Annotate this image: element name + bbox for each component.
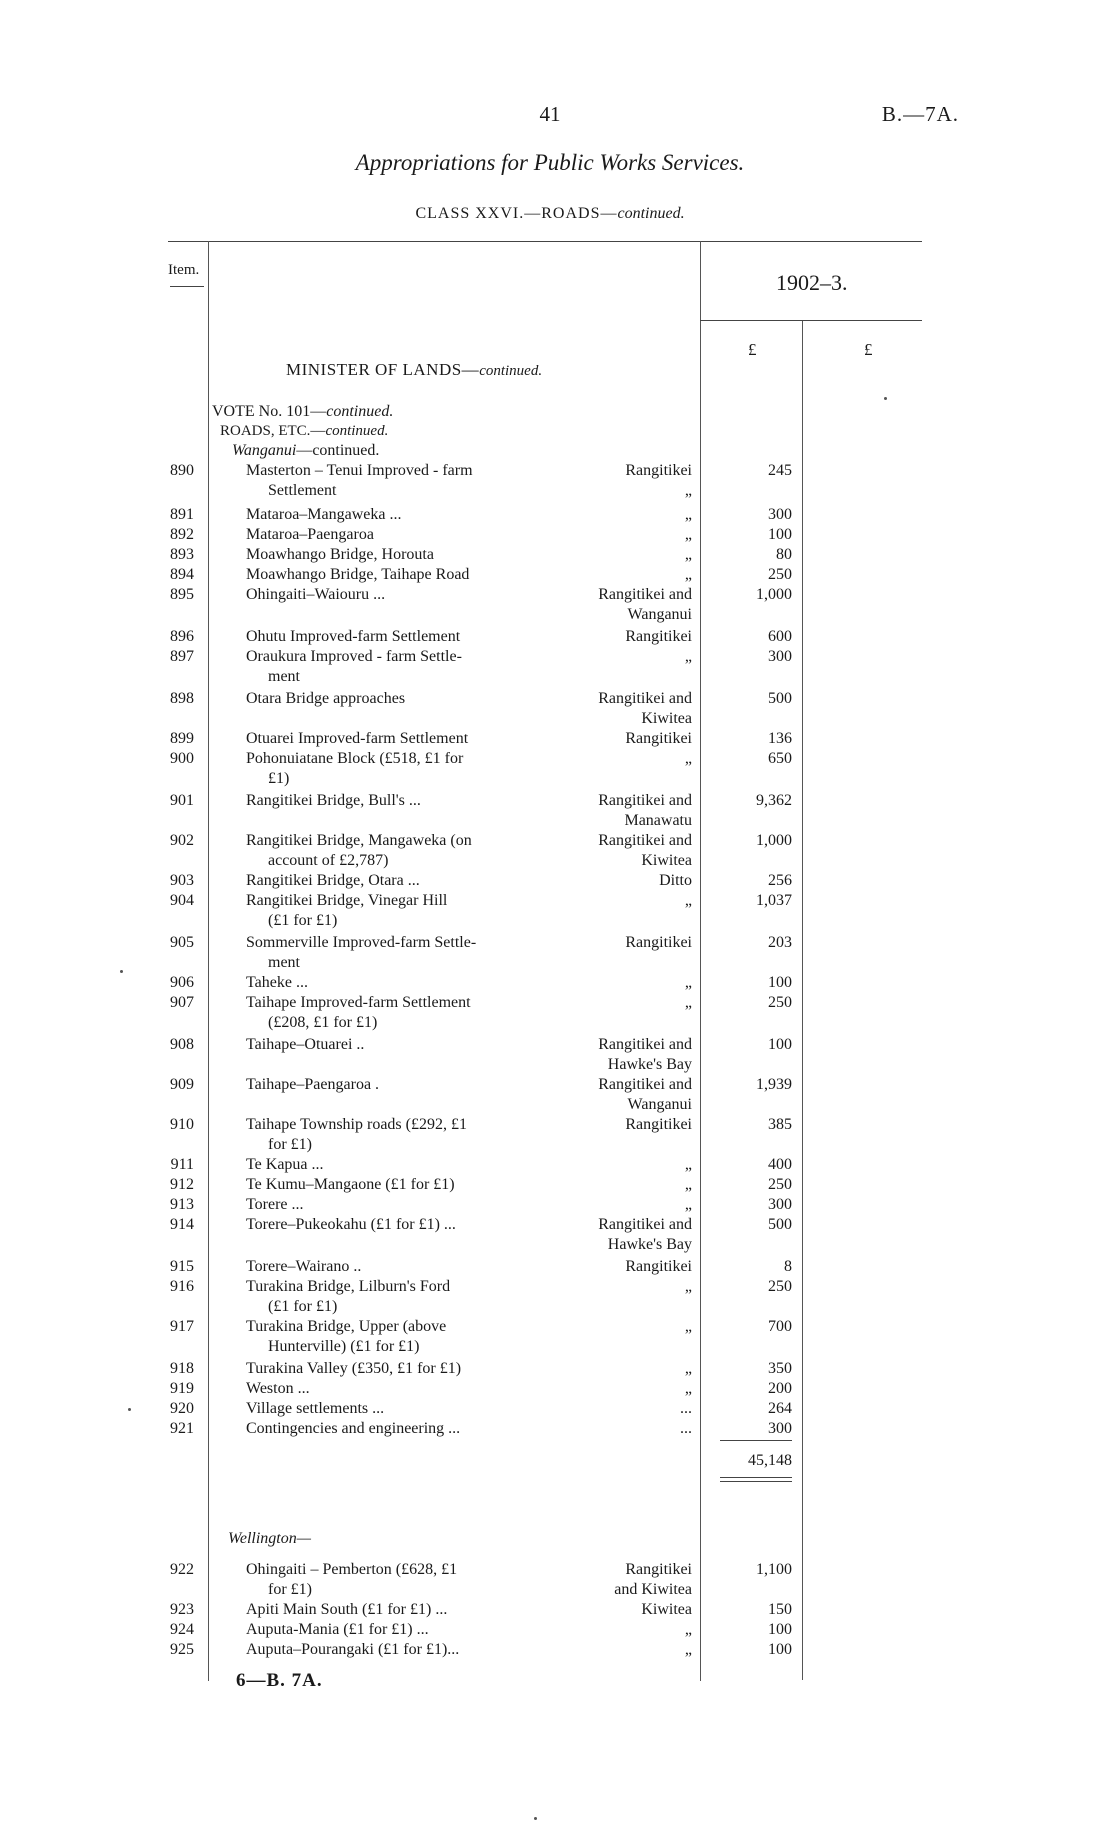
- amount: 385: [768, 1116, 792, 1133]
- description-line-1: Otuarei Improved-farm Settlement: [246, 730, 469, 747]
- electorate-line-1: ...: [680, 1420, 692, 1437]
- class-title: [0, 205, 1100, 223]
- electorate-line-1: ...: [680, 1400, 692, 1417]
- item-number: 923: [170, 1601, 194, 1618]
- description-line-1: Taihape Township roads (£292, £1: [246, 1116, 467, 1133]
- electorate-line-2: Hawke's Bay: [607, 1056, 692, 1073]
- description-line-2: (£1 for £1): [268, 1298, 338, 1315]
- item-description: [246, 505, 556, 525]
- electorate-line-2: Manawatu: [624, 812, 692, 829]
- electorate-line-1: „: [684, 994, 692, 1011]
- item-number: 912: [170, 1176, 194, 1193]
- item-column-rule: [208, 241, 209, 1681]
- electorate: [556, 1115, 692, 1135]
- electorate-line-1: „: [684, 1156, 692, 1173]
- electorate: [556, 689, 692, 729]
- wanganui-heading-suffix: —continued.: [296, 442, 380, 459]
- description-line-1: Torere ...: [246, 1196, 304, 1213]
- class-title-suffix: continued.: [617, 205, 685, 222]
- electorate-line-1: Rangitikei: [625, 462, 692, 479]
- amount: 256: [768, 872, 792, 889]
- amount: 1,939: [756, 1076, 792, 1093]
- electorate: [556, 1257, 692, 1277]
- description-line-1: Village settlements ...: [246, 1400, 385, 1417]
- item-number: 905: [170, 934, 194, 951]
- amount: 136: [768, 730, 792, 747]
- electorate: [556, 545, 692, 565]
- item-description: [246, 1035, 556, 1055]
- electorate-line-1: „: [684, 506, 692, 523]
- amount: 600: [768, 628, 792, 645]
- electorate-column-rule: [700, 241, 701, 1681]
- item-description: [246, 565, 556, 585]
- pound-symbol-right: £: [864, 340, 873, 359]
- amount: 250: [768, 1176, 792, 1193]
- description-line-1: Auputa–Pourangaki (£1 for £1)...: [246, 1641, 460, 1658]
- amount: 100: [768, 1036, 792, 1053]
- electorate: [556, 461, 692, 501]
- item-number: 894: [170, 566, 194, 583]
- item-number: 921: [170, 1420, 194, 1437]
- item-description: [246, 1195, 556, 1215]
- year-header-rule: [700, 320, 922, 321]
- amount: 250: [768, 994, 792, 1011]
- electorate: [556, 647, 692, 667]
- amount: 300: [768, 1420, 792, 1437]
- description-line-2: ment: [268, 668, 300, 685]
- description-line-2: account of £2,787): [268, 852, 389, 869]
- document-title: Appropriations for Public Works Services.: [355, 150, 745, 175]
- wellington-heading: Wellington—: [228, 1530, 311, 1547]
- year-column-header: 1902–3.: [776, 270, 848, 295]
- electorate-line-1: „: [684, 1360, 692, 1377]
- item-description: [246, 891, 556, 931]
- item-header-underline: [170, 286, 204, 287]
- electorate-line-1: Rangitikei and: [598, 832, 692, 849]
- description-line-1: Rangitikei Bridge, Bull's ...: [246, 792, 421, 809]
- item-number: 910: [170, 1116, 194, 1133]
- item-number: 913: [170, 1196, 194, 1213]
- description-line-1: Pohonuiatane Block (£518, £1 for: [246, 750, 464, 767]
- roads-heading: [220, 423, 388, 440]
- item-description: [246, 791, 556, 811]
- electorate-line-1: Kiwitea: [641, 1601, 692, 1618]
- description-line-1: Moawhango Bridge, Horouta: [246, 546, 434, 563]
- item-number: 898: [170, 690, 194, 707]
- electorate-line-1: „: [684, 526, 692, 543]
- class-title-prefix: CLASS XXVI.—ROADS—: [415, 205, 618, 222]
- item-number: 922: [170, 1561, 194, 1578]
- electorate: [556, 1075, 692, 1115]
- electorate-line-1: „: [684, 1196, 692, 1213]
- electorate: [556, 1399, 692, 1419]
- description-line-1: Taihape–Paengaroa .: [246, 1076, 380, 1093]
- item-description: [246, 1600, 556, 1620]
- item-description: [246, 1277, 556, 1317]
- item-number: 902: [170, 832, 194, 849]
- item-number: 925: [170, 1641, 194, 1658]
- amount: 245: [768, 462, 792, 479]
- amount: 100: [768, 974, 792, 991]
- description-line-1: Rangitikei Bridge, Vinegar Hill: [246, 892, 448, 909]
- electorate: [556, 1035, 692, 1075]
- amount: 500: [768, 1216, 792, 1233]
- electorate-line-2: Kiwitea: [641, 852, 692, 869]
- item-number: 909: [170, 1076, 194, 1093]
- electorate: [556, 505, 692, 525]
- electorate-line-1: „: [684, 974, 692, 991]
- item-number: 900: [170, 750, 194, 767]
- item-number: 892: [170, 526, 194, 543]
- wanganui-heading: [232, 442, 379, 460]
- vote-heading-prefix: VOTE No. 101—: [212, 403, 327, 420]
- electorate-line-1: „: [684, 1318, 692, 1335]
- electorate: [556, 749, 692, 769]
- electorate: [556, 729, 692, 749]
- item-number: 890: [170, 462, 194, 479]
- amount: 500: [768, 690, 792, 707]
- electorate: [556, 993, 692, 1013]
- electorate: [556, 1215, 692, 1255]
- description-line-1: Mataroa–Paengaroa: [246, 526, 374, 543]
- item-number: 891: [170, 506, 194, 523]
- electorate-line-1: „: [684, 566, 692, 583]
- item-description: [246, 1317, 556, 1357]
- description-line-1: Otara Bridge approaches: [246, 690, 406, 707]
- item-description: [246, 729, 556, 749]
- electorate: [556, 1175, 692, 1195]
- electorate: [556, 871, 692, 891]
- description-line-1: Apiti Main South (£1 for £1) ...: [246, 1601, 448, 1618]
- minister-heading: [286, 360, 542, 380]
- description-line-1: Moawhango Bridge, Taihape Road: [246, 566, 470, 583]
- electorate-line-1: Rangitikei and: [598, 586, 692, 603]
- electorate-line-1: „: [684, 892, 692, 909]
- amount: 250: [768, 1278, 792, 1295]
- electorate: [556, 831, 692, 871]
- item-number: 911: [170, 1156, 194, 1173]
- footer-signature: 6—B. 7A.: [236, 1670, 323, 1691]
- amount: 350: [768, 1360, 792, 1377]
- electorate-line-2: Wanganui: [627, 606, 692, 623]
- electorate-line-1: „: [684, 1176, 692, 1193]
- electorate: [556, 1317, 692, 1337]
- amount: 100: [768, 1641, 792, 1658]
- description-line-1: Contingencies and engineering ...: [246, 1420, 461, 1437]
- item-description: [246, 1560, 556, 1600]
- electorate: [556, 791, 692, 831]
- amount: 150: [768, 1601, 792, 1618]
- electorate: [556, 1620, 692, 1640]
- description-line-2: Hunterville) (£1 for £1): [268, 1338, 420, 1355]
- electorate-line-1: Rangitikei: [625, 628, 692, 645]
- roads-heading-prefix: ROADS, ETC.—: [220, 423, 326, 439]
- description-line-1: Taihape Improved-farm Settlement: [246, 994, 471, 1011]
- amount: 100: [768, 526, 792, 543]
- electorate-line-2: Wanganui: [627, 1096, 692, 1113]
- amount: 1,037: [756, 892, 792, 909]
- electorate: [556, 1560, 692, 1600]
- item-number: 917: [170, 1318, 194, 1335]
- minister-heading-suffix: continued.: [479, 363, 543, 379]
- item-number: 907: [170, 994, 194, 1011]
- electorate-line-1: Rangitikei: [625, 1116, 692, 1133]
- item-description: [246, 933, 556, 973]
- item-number: 897: [170, 648, 194, 665]
- item-description: [246, 1257, 556, 1277]
- item-number: 895: [170, 586, 194, 603]
- amount: 203: [768, 934, 792, 951]
- amount: 80: [776, 546, 792, 563]
- electorate: [556, 1195, 692, 1215]
- page-number: 41: [539, 102, 561, 126]
- item-description: [246, 689, 556, 709]
- amount: 100: [768, 1621, 792, 1638]
- print-speck: [884, 397, 887, 400]
- electorate-line-2: Hawke's Bay: [607, 1236, 692, 1253]
- item-description: [246, 1155, 556, 1175]
- item-description: [246, 525, 556, 545]
- electorate-line-1: „: [684, 750, 692, 767]
- item-description: [246, 585, 556, 605]
- electorate: [556, 933, 692, 953]
- electorate-line-1: Rangitikei: [625, 730, 692, 747]
- margin-speck: [128, 1408, 131, 1411]
- description-line-1: Ohutu Improved-farm Settlement: [246, 628, 461, 645]
- electorate: [556, 525, 692, 545]
- amount: 200: [768, 1380, 792, 1397]
- electorate: [556, 1379, 692, 1399]
- description-line-1: Torere–Wairano ..: [246, 1258, 362, 1275]
- vote-heading: [212, 403, 393, 421]
- electorate-line-1: Rangitikei: [625, 1561, 692, 1578]
- electorate: [556, 565, 692, 585]
- item-description: [246, 1075, 556, 1095]
- item-number: 903: [170, 872, 194, 889]
- description-line-2: (£1 for £1): [268, 912, 338, 929]
- item-number: 919: [170, 1380, 194, 1397]
- item-number: 915: [170, 1258, 194, 1275]
- table-top-rule: [168, 241, 922, 242]
- amount: 8: [784, 1258, 792, 1275]
- subtotal-bottom-rule: [720, 1477, 792, 1478]
- description-line-1: Taheke ...: [246, 974, 308, 991]
- subtotal-bottom-rule-2: [720, 1481, 792, 1482]
- wanganui-heading-prefix: Wanganui: [232, 442, 297, 459]
- item-description: [246, 871, 556, 891]
- item-column-header: Item.: [168, 262, 200, 278]
- item-number: 906: [170, 974, 194, 991]
- description-line-1: Taihape–Otuarei ..: [246, 1036, 365, 1053]
- description-line-2: ment: [268, 954, 300, 971]
- description-line-1: Rangitikei Bridge, Otara ...: [246, 872, 420, 889]
- item-number: 920: [170, 1400, 194, 1417]
- description-line-1: Turakina Bridge, Lilburn's Ford: [246, 1278, 451, 1295]
- electorate-line-2: Kiwitea: [641, 710, 692, 727]
- amount-column-rule: [802, 320, 803, 1680]
- description-line-2: for £1): [268, 1136, 312, 1153]
- item-description: [246, 1399, 556, 1419]
- item-description: [246, 1379, 556, 1399]
- amount: 9,362: [756, 792, 792, 809]
- amount: 700: [768, 1318, 792, 1335]
- amount: 300: [768, 1196, 792, 1213]
- electorate-line-1: „: [684, 546, 692, 563]
- description-line-1: Torere–Pukeokahu (£1 for £1) ...: [246, 1216, 456, 1233]
- electorate-line-1: Rangitikei: [625, 1258, 692, 1275]
- description-line-1: Rangitikei Bridge, Mangaweka (on: [246, 832, 472, 849]
- item-number: 901: [170, 792, 194, 809]
- subtotal-top-rule: [720, 1440, 792, 1441]
- electorate: [556, 1155, 692, 1175]
- description-line-2: (£208, £1 for £1): [268, 1014, 378, 1031]
- amount: 1,000: [756, 586, 792, 603]
- amount: 400: [768, 1156, 792, 1173]
- amount: 1,100: [756, 1561, 792, 1578]
- item-description: [246, 749, 556, 789]
- item-number: 896: [170, 628, 194, 645]
- electorate: [556, 1600, 692, 1620]
- amount: 1,000: [756, 832, 792, 849]
- electorate: [556, 1277, 692, 1297]
- item-description: [246, 993, 556, 1033]
- item-description: [246, 973, 556, 993]
- item-description: [246, 831, 556, 871]
- item-description: [246, 1419, 556, 1439]
- amount: 300: [768, 506, 792, 523]
- electorate-line-1: „: [684, 1278, 692, 1295]
- description-line-1: Mataroa–Mangaweka ...: [246, 506, 402, 523]
- description-line-1: Turakina Bridge, Upper (above: [246, 1318, 447, 1335]
- item-number: 899: [170, 730, 194, 747]
- item-description: [246, 1175, 556, 1195]
- electorate-line-1: „: [684, 1641, 692, 1658]
- amount: 300: [768, 648, 792, 665]
- item-number: 908: [170, 1036, 194, 1053]
- electorate-line-1: Rangitikei and: [598, 690, 692, 707]
- item-description: [246, 1115, 556, 1155]
- vote-heading-suffix: continued.: [326, 403, 394, 420]
- item-description: [246, 1620, 556, 1640]
- electorate: [556, 973, 692, 993]
- electorate-line-1: „: [684, 648, 692, 665]
- electorate: [556, 1359, 692, 1379]
- pound-symbol-left: £: [748, 340, 757, 359]
- electorate-line-1: „: [684, 1621, 692, 1638]
- description-line-1: Te Kumu–Mangaone (£1 for £1): [246, 1176, 455, 1193]
- margin-speck: [534, 1817, 537, 1820]
- item-number: 893: [170, 546, 194, 563]
- description-line-1: Oraukura Improved - farm Settle-: [246, 648, 462, 665]
- electorate-line-2: and Kiwitea: [614, 1581, 692, 1598]
- description-line-2: Settlement: [268, 482, 337, 499]
- description-line-1: Masterton – Tenui Improved - farm: [246, 462, 473, 479]
- electorate-line-1: Rangitikei and: [598, 1036, 692, 1053]
- minister-heading-prefix: MINISTER OF LANDS—: [286, 360, 480, 379]
- description-line-1: Weston ...: [246, 1380, 310, 1397]
- amount: 250: [768, 566, 792, 583]
- description-line-2: £1): [268, 770, 290, 787]
- description-line-1: Te Kapua ...: [246, 1156, 324, 1173]
- electorate: [556, 627, 692, 647]
- electorate-line-1: Rangitikei and: [598, 1216, 692, 1233]
- document-reference: B.—7A.: [881, 102, 959, 126]
- description-line-1: Ohingaiti–Waiouru ...: [246, 586, 386, 603]
- electorate-line-1: „: [684, 1380, 692, 1397]
- electorate-line-1: Ditto: [659, 872, 692, 889]
- item-number: 914: [170, 1216, 194, 1233]
- electorate-line-1: Rangitikei and: [598, 1076, 692, 1093]
- item-number: 924: [170, 1621, 194, 1638]
- amount: 264: [768, 1400, 792, 1417]
- electorate: [556, 1419, 692, 1439]
- item-description: [246, 1215, 556, 1235]
- electorate-line-1: Rangitikei and: [598, 792, 692, 809]
- item-number: 918: [170, 1360, 194, 1377]
- electorate-line-1: Rangitikei: [625, 934, 692, 951]
- item-description: [246, 1640, 556, 1660]
- item-number: 916: [170, 1278, 194, 1295]
- electorate: [556, 585, 692, 625]
- item-number: 904: [170, 892, 194, 909]
- item-description: [246, 1359, 556, 1379]
- subtotal-amount: 45,148: [748, 1452, 792, 1469]
- item-description: [246, 627, 556, 647]
- description-line-1: Sommerville Improved-farm Settle-: [246, 934, 477, 951]
- margin-speck: [120, 970, 123, 973]
- electorate: [556, 1640, 692, 1660]
- electorate-line-2: „: [684, 482, 692, 499]
- amount: 650: [768, 750, 792, 767]
- item-description: [246, 461, 556, 501]
- description-line-2: for £1): [268, 1581, 312, 1598]
- item-description: [246, 647, 556, 687]
- roads-heading-suffix: continued.: [325, 423, 389, 439]
- description-line-1: Turakina Valley (£350, £1 for £1): [246, 1360, 462, 1377]
- item-description: [246, 545, 556, 565]
- description-line-1: Auputa-Mania (£1 for £1) ...: [246, 1621, 429, 1638]
- description-line-1: Ohingaiti – Pemberton (£628, £1: [246, 1561, 458, 1578]
- electorate: [556, 891, 692, 911]
